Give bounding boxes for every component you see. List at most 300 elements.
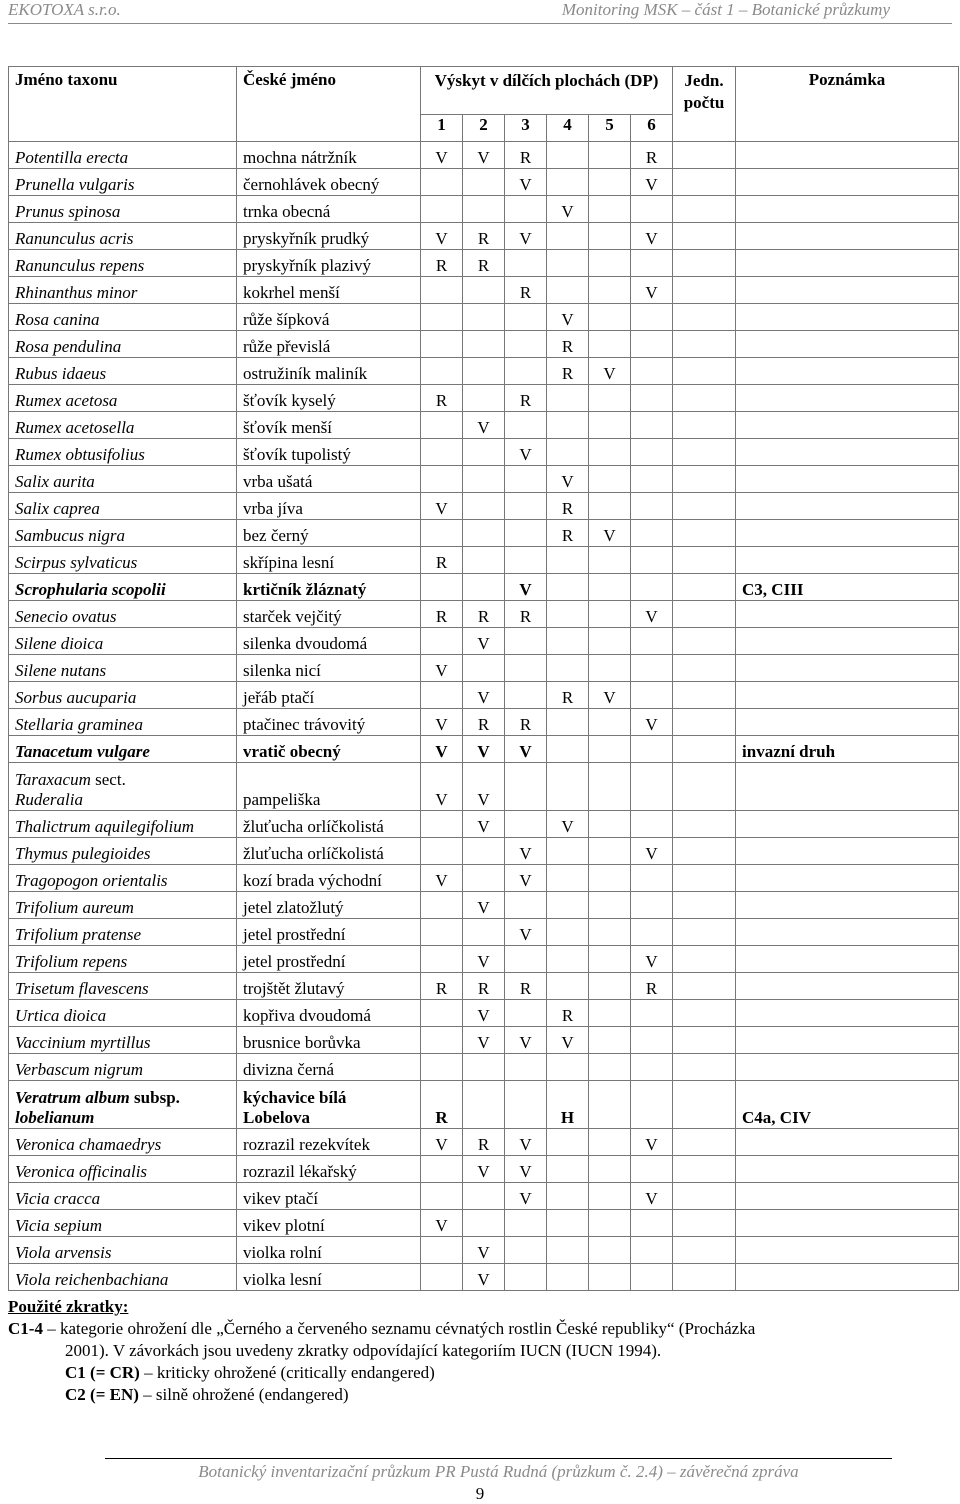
occurrence-cell [631, 1237, 673, 1264]
occurrence-cell [421, 838, 463, 865]
units-cell [673, 304, 736, 331]
occurrence-cell [421, 682, 463, 709]
occurrence-cell [631, 655, 673, 682]
occurrence-cell [589, 493, 631, 520]
table-row [9, 439, 959, 466]
note-cell [736, 973, 959, 1000]
units-cell [673, 358, 736, 385]
occurrence-cell [505, 250, 547, 277]
abbrev-c1-label: C1 (= CR) [65, 1363, 140, 1382]
occurrence-cell [589, 412, 631, 439]
occurrence-cell [589, 277, 631, 304]
occurrence-cell: V [547, 1027, 589, 1054]
taxa-table [8, 66, 959, 1291]
occurrence-cell [589, 1000, 631, 1027]
czech-name: violka rolní [237, 1237, 421, 1264]
czech-name: jetel zlatožlutý [237, 892, 421, 919]
note-cell [736, 493, 959, 520]
occurrence-cell: R [547, 682, 589, 709]
czech-name: brusnice borůvka [237, 1027, 421, 1054]
latin-name: Tragopogon orientalis [9, 865, 237, 892]
occurrence-cell [631, 865, 673, 892]
czech-name: skřípina lesní [237, 547, 421, 574]
table-row [9, 1237, 959, 1264]
units-cell [673, 628, 736, 655]
occurrence-cell [463, 358, 505, 385]
occurrence-cell [463, 838, 505, 865]
occurrence-cell: V [463, 412, 505, 439]
occurrence-cell [631, 1081, 673, 1129]
latin-name: Stellaria graminea [9, 709, 237, 736]
occurrence-cell [505, 466, 547, 493]
table-row [9, 277, 959, 304]
table-row [9, 385, 959, 412]
latin-name: Rosa pendulina [9, 331, 237, 358]
czech-name: trnka obecná [237, 196, 421, 223]
units-cell [673, 277, 736, 304]
occurrence-cell [589, 547, 631, 574]
occurrence-cell [463, 385, 505, 412]
occurrence-cell: H [547, 1081, 589, 1129]
col-header-units: Jedn. počtu [673, 67, 736, 142]
table-row [9, 919, 959, 946]
occurrence-cell [505, 1054, 547, 1081]
table-row [9, 973, 959, 1000]
occurrence-cell [631, 304, 673, 331]
occurrence-cell: R [547, 520, 589, 547]
occurrence-cell [589, 223, 631, 250]
occurrence-cell [547, 277, 589, 304]
latin-name: Silene dioica [9, 628, 237, 655]
czech-name: vrba jíva [237, 493, 421, 520]
units-cell [673, 385, 736, 412]
occurrence-cell [421, 574, 463, 601]
latin-name: Vaccinium myrtillus [9, 1027, 237, 1054]
note-cell [736, 1027, 959, 1054]
occurrence-cell [547, 1264, 589, 1291]
note-cell [736, 439, 959, 466]
occurrence-cell [589, 763, 631, 811]
units-cell [673, 811, 736, 838]
occurrence-cell: V [463, 142, 505, 169]
table-header-row [9, 67, 959, 115]
latin-name: Trisetum flavescens [9, 973, 237, 1000]
plot-number: 5 [589, 115, 631, 142]
table-row [9, 223, 959, 250]
occurrence-cell [421, 277, 463, 304]
units-cell [673, 547, 736, 574]
occurrence-cell [631, 331, 673, 358]
czech-name: pryskyřník prudký [237, 223, 421, 250]
occurrence-cell: V [505, 574, 547, 601]
occurrence-cell [505, 196, 547, 223]
occurrence-cell: V [505, 865, 547, 892]
czech-name: vikev ptačí [237, 1183, 421, 1210]
czech-name: kozí brada východní [237, 865, 421, 892]
occurrence-cell: R [547, 1000, 589, 1027]
occurrence-cell [631, 412, 673, 439]
table-row [9, 601, 959, 628]
table-row [9, 1027, 959, 1054]
table-row [9, 547, 959, 574]
latin-name: Rumex obtusifolius [9, 439, 237, 466]
occurrence-cell [631, 628, 673, 655]
latin-name: Ranunculus acris [9, 223, 237, 250]
occurrence-cell [631, 520, 673, 547]
occurrence-cell [589, 919, 631, 946]
czech-name: jetel prostřední [237, 919, 421, 946]
czech-name: divizna černá [237, 1054, 421, 1081]
occurrence-cell [631, 1156, 673, 1183]
table-row [9, 736, 959, 763]
occurrence-cell [631, 250, 673, 277]
latin-name: Rubus idaeus [9, 358, 237, 385]
czech-name: růže šípková [237, 304, 421, 331]
occurrence-cell: V [505, 736, 547, 763]
occurrence-cell [547, 1129, 589, 1156]
units-cell [673, 838, 736, 865]
occurrence-cell [421, 811, 463, 838]
occurrence-cell: V [631, 1129, 673, 1156]
occurrence-cell [631, 493, 673, 520]
latin-name: Silene nutans [9, 655, 237, 682]
occurrence-cell: R [421, 385, 463, 412]
table-row [9, 946, 959, 973]
table-row [9, 655, 959, 682]
note-cell [736, 547, 959, 574]
occurrence-cell [505, 1264, 547, 1291]
occurrence-cell [547, 169, 589, 196]
occurrence-cell [421, 1183, 463, 1210]
occurrence-cell [505, 331, 547, 358]
occurrence-cell: R [421, 250, 463, 277]
abbrev-c2 [8, 1384, 948, 1406]
occurrence-cell: R [631, 142, 673, 169]
czech-name: bez černý [237, 520, 421, 547]
czech-name: šťovík menší [237, 412, 421, 439]
note-cell [736, 412, 959, 439]
occurrence-cell [463, 865, 505, 892]
occurrence-cell [421, 169, 463, 196]
occurrence-cell [421, 358, 463, 385]
occurrence-cell: V [421, 142, 463, 169]
occurrence-cell: V [463, 811, 505, 838]
latin-name: Scrophularia scopolii [9, 574, 237, 601]
note-cell: C3, CIII [736, 574, 959, 601]
col-header-czech: České jméno [237, 67, 421, 142]
czech-name: vrba ušatá [237, 466, 421, 493]
occurrence-cell: R [463, 601, 505, 628]
table-row [9, 763, 959, 811]
units-cell [673, 601, 736, 628]
table-row [9, 628, 959, 655]
occurrence-cell: V [505, 439, 547, 466]
czech-name: žluťucha orlíčkolistá [237, 838, 421, 865]
occurrence-cell [547, 628, 589, 655]
latin-name: Veronica officinalis [9, 1156, 237, 1183]
occurrence-cell [589, 811, 631, 838]
occurrence-cell: V [463, 628, 505, 655]
occurrence-cell [547, 946, 589, 973]
occurrence-cell [547, 574, 589, 601]
units-cell [673, 520, 736, 547]
occurrence-cell [631, 1210, 673, 1237]
occurrence-cell [631, 1027, 673, 1054]
occurrence-cell: V [547, 304, 589, 331]
note-cell [736, 1210, 959, 1237]
czech-name: kýchavice bílá Lobelova [237, 1081, 421, 1129]
units-cell [673, 736, 736, 763]
table-row [9, 811, 959, 838]
note-cell [736, 1264, 959, 1291]
occurrence-cell [463, 304, 505, 331]
units-cell [673, 574, 736, 601]
units-cell [673, 1156, 736, 1183]
abbrev-c14-cont: 2001). V závorkách jsou uvedeny zkratky odpovídající kategoriím IUCN (IUCN 1994). [65, 1341, 662, 1360]
occurrence-cell [589, 304, 631, 331]
note-cell: C4a, CIV [736, 1081, 959, 1129]
occurrence-cell [589, 385, 631, 412]
table-row [9, 1081, 959, 1129]
occurrence-cell [463, 466, 505, 493]
latin-name: Senecio ovatus [9, 601, 237, 628]
occurrence-cell [421, 412, 463, 439]
occurrence-cell [463, 493, 505, 520]
occurrence-cell: V [631, 1183, 673, 1210]
note-cell [736, 520, 959, 547]
occurrence-cell [463, 169, 505, 196]
units-cell [673, 331, 736, 358]
occurrence-cell [463, 277, 505, 304]
occurrence-cell [505, 547, 547, 574]
occurrence-cell [421, 466, 463, 493]
plot-number: 4 [547, 115, 589, 142]
occurrence-cell [547, 601, 589, 628]
occurrence-cell: R [505, 277, 547, 304]
occurrence-cell [547, 385, 589, 412]
occurrence-cell [589, 601, 631, 628]
units-cell [673, 892, 736, 919]
occurrence-cell [547, 412, 589, 439]
units-cell [673, 1237, 736, 1264]
plot-number: 6 [631, 115, 673, 142]
occurrence-cell: R [505, 973, 547, 1000]
abbrev-c14-text: – kategorie ohrožení dle „Černého a červeného seznamu cévnatých rostlin České republiky“ (Procházka [42, 1319, 756, 1338]
occurrence-cell: R [421, 1081, 463, 1129]
occurrence-cell [547, 1237, 589, 1264]
note-cell [736, 1183, 959, 1210]
occurrence-cell [589, 1129, 631, 1156]
occurrence-cell [421, 304, 463, 331]
occurrence-cell: V [463, 946, 505, 973]
occurrence-cell: V [505, 223, 547, 250]
note-cell [736, 919, 959, 946]
units-cell [673, 865, 736, 892]
latin-name: Viola arvensis [9, 1237, 237, 1264]
occurrence-cell [589, 865, 631, 892]
occurrence-cell: R [505, 142, 547, 169]
occurrence-cell [589, 1156, 631, 1183]
occurrence-cell: V [547, 811, 589, 838]
occurrence-cell [421, 1000, 463, 1027]
table-row [9, 520, 959, 547]
occurrence-cell [505, 412, 547, 439]
occurrence-cell [547, 547, 589, 574]
occurrence-cell [421, 331, 463, 358]
latin-name: Trifolium repens [9, 946, 237, 973]
occurrence-cell [631, 1054, 673, 1081]
note-cell [736, 1129, 959, 1156]
latin-name: Scirpus sylvaticus [9, 547, 237, 574]
occurrence-cell: V [589, 520, 631, 547]
note-cell [736, 892, 959, 919]
occurrence-cell [547, 892, 589, 919]
abbreviations [8, 1296, 948, 1406]
latin-name: Potentilla erecta [9, 142, 237, 169]
occurrence-cell [631, 682, 673, 709]
latin-name: Vicia cracca [9, 1183, 237, 1210]
occurrence-cell: V [631, 277, 673, 304]
note-cell [736, 1237, 959, 1264]
occurrence-cell [547, 250, 589, 277]
occurrence-cell: V [421, 1129, 463, 1156]
occurrence-cell [589, 709, 631, 736]
abbrev-c1-text: – kriticky ohrožené (critically endangered) [139, 1363, 435, 1382]
czech-name: starček vejčitý [237, 601, 421, 628]
occurrence-cell [589, 439, 631, 466]
units-cell [673, 655, 736, 682]
occurrence-cell [505, 763, 547, 811]
occurrence-cell [505, 655, 547, 682]
czech-name: silenka nicí [237, 655, 421, 682]
occurrence-cell: V [421, 865, 463, 892]
note-cell [736, 709, 959, 736]
occurrence-cell [505, 493, 547, 520]
units-cell [673, 169, 736, 196]
occurrence-cell [421, 1264, 463, 1291]
occurrence-cell [421, 1156, 463, 1183]
czech-name: trojštět žlutavý [237, 973, 421, 1000]
abbreviations-title: Použité zkratky: [8, 1297, 129, 1316]
note-cell [736, 1000, 959, 1027]
occurrence-cell [631, 919, 673, 946]
occurrence-cell [589, 1183, 631, 1210]
occurrence-cell [631, 1264, 673, 1291]
latin-name: Ranunculus repens [9, 250, 237, 277]
czech-name: kopřiva dvoudomá [237, 1000, 421, 1027]
occurrence-cell: V [421, 223, 463, 250]
units-cell [673, 1054, 736, 1081]
note-cell [736, 169, 959, 196]
occurrence-cell [547, 1183, 589, 1210]
occurrence-cell [421, 1027, 463, 1054]
units-cell [673, 493, 736, 520]
table-row [9, 709, 959, 736]
units-cell [673, 223, 736, 250]
occurrence-cell: V [505, 1129, 547, 1156]
note-cell [736, 277, 959, 304]
occurrence-cell: V [631, 169, 673, 196]
occurrence-cell: R [463, 709, 505, 736]
czech-name: žluťucha orlíčkolistá [237, 811, 421, 838]
occurrence-cell: R [547, 331, 589, 358]
table-row [9, 196, 959, 223]
plot-number: 3 [505, 115, 547, 142]
units-cell [673, 1081, 736, 1129]
note-cell [736, 250, 959, 277]
czech-name: pampeliška [237, 763, 421, 811]
occurrence-cell: V [505, 1027, 547, 1054]
table-row [9, 493, 959, 520]
occurrence-cell: R [547, 358, 589, 385]
taxa-table-body [9, 142, 959, 1291]
occurrence-cell [631, 1000, 673, 1027]
note-cell [736, 142, 959, 169]
occurrence-cell [547, 142, 589, 169]
occurrence-cell [589, 142, 631, 169]
occurrence-cell [505, 1081, 547, 1129]
occurrence-cell: V [631, 709, 673, 736]
occurrence-cell [505, 1000, 547, 1027]
note-cell [736, 865, 959, 892]
table-row [9, 250, 959, 277]
occurrence-cell [547, 223, 589, 250]
latin-name: Taraxacum sect. Ruderalia [9, 763, 237, 811]
occurrence-cell [589, 331, 631, 358]
table-row [9, 1210, 959, 1237]
occurrence-cell [547, 973, 589, 1000]
note-cell [736, 1054, 959, 1081]
occurrence-cell [589, 973, 631, 1000]
occurrence-cell [589, 169, 631, 196]
occurrence-cell [505, 520, 547, 547]
occurrence-cell [463, 439, 505, 466]
occurrence-cell: V [463, 1264, 505, 1291]
occurrence-cell [589, 1054, 631, 1081]
table-row [9, 1183, 959, 1210]
occurrence-cell [463, 520, 505, 547]
occurrence-cell [631, 439, 673, 466]
czech-name: pryskyřník plazivý [237, 250, 421, 277]
table-row [9, 892, 959, 919]
table-row [9, 1000, 959, 1027]
table-row [9, 1264, 959, 1291]
occurrence-cell: V [463, 1027, 505, 1054]
note-cell [736, 304, 959, 331]
occurrence-cell: V [463, 763, 505, 811]
occurrence-cell [547, 763, 589, 811]
table-row [9, 466, 959, 493]
latin-name: Rosa canina [9, 304, 237, 331]
units-cell [673, 250, 736, 277]
occurrence-cell [421, 892, 463, 919]
latin-name: Verbascum nigrum [9, 1054, 237, 1081]
table-row [9, 1156, 959, 1183]
occurrence-cell [589, 838, 631, 865]
latin-name: Sorbus aucuparia [9, 682, 237, 709]
occurrence-cell: V [421, 736, 463, 763]
plot-number: 1 [421, 115, 463, 142]
occurrence-cell: V [505, 1156, 547, 1183]
units-cell [673, 682, 736, 709]
abbrev-c14-label: C1-4 [8, 1319, 43, 1338]
note-cell [736, 358, 959, 385]
occurrence-cell: R [505, 601, 547, 628]
occurrence-cell: V [463, 736, 505, 763]
occurrence-cell [589, 892, 631, 919]
occurrence-cell: V [547, 466, 589, 493]
czech-name: vratič obecný [237, 736, 421, 763]
